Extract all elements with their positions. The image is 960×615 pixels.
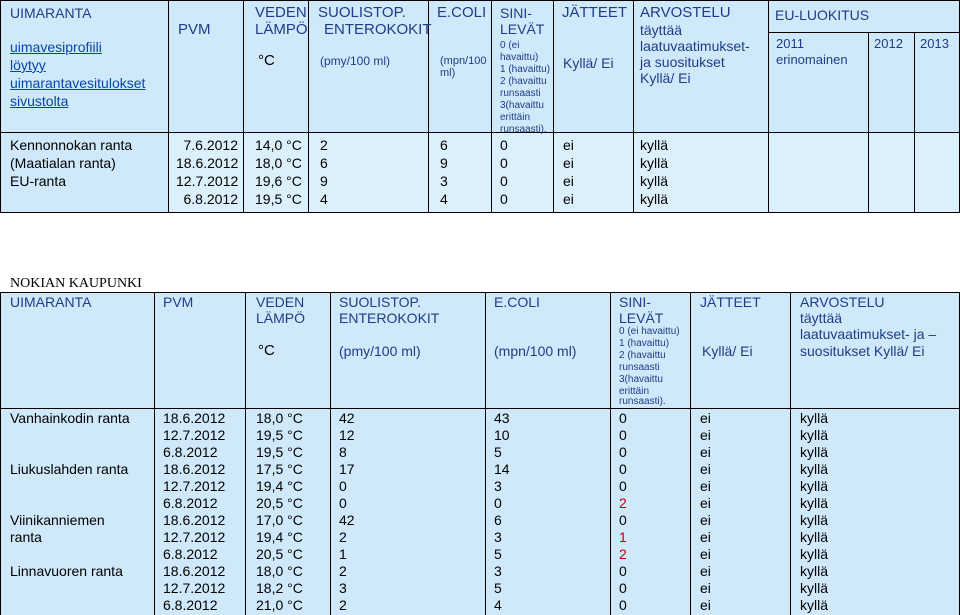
s1-sini-legend-0: 0 (ei bbox=[500, 40, 520, 51]
beach-name: Liukuslahden ranta bbox=[10, 461, 129, 477]
cell-temps: 17,0 °C bbox=[256, 512, 303, 528]
cell-dates: 6.8.2012 bbox=[163, 597, 218, 613]
cell-ecoli: 5 bbox=[494, 444, 502, 460]
cell-jatteet: ei bbox=[700, 563, 711, 579]
s1-ecoli-0: 6 bbox=[440, 137, 448, 153]
s2-sini-legend-2: 2 (havaittu bbox=[619, 350, 666, 361]
cell-ecoli: 4 bbox=[494, 597, 502, 613]
cell-dates: 6.8.2012 bbox=[163, 495, 218, 511]
cell-temps: 20,5 °C bbox=[256, 546, 303, 562]
s1-temp-3: 19,5 °C bbox=[255, 191, 302, 207]
s1-beach-name-1: (Maatialan ranta) bbox=[10, 155, 116, 171]
s1-eu-2013: 2013 bbox=[920, 36, 949, 51]
s2-sini-header: SINI- bbox=[619, 294, 651, 310]
s1-arvostelu-1: kyllä bbox=[640, 155, 669, 171]
cell-temps: 20,5 °C bbox=[256, 495, 303, 511]
beach-name: Vanhainkodin ranta bbox=[10, 410, 130, 426]
s1-jatteet-header: JÄTTEET bbox=[562, 4, 628, 21]
cell-dates: 6.8.2012 bbox=[163, 444, 218, 460]
cell-sini: 0 bbox=[619, 478, 627, 494]
s1-ecoli-unit1: (mpn/100 bbox=[440, 55, 487, 67]
cell-temps: 18,2 °C bbox=[256, 580, 303, 596]
cell-jatteet: ei bbox=[700, 512, 711, 528]
s1-lampo-header: LÄMPÖ bbox=[255, 21, 308, 38]
s1-link-site[interactable]: sivustolta bbox=[10, 93, 69, 109]
s1-arvostelu bbox=[640, 136, 668, 208]
cell-entero: 1 bbox=[339, 546, 347, 562]
s1-ecoli-1: 9 bbox=[440, 155, 448, 171]
s1-eu-2011-value: erinomainen bbox=[776, 52, 848, 67]
cell-entero: 12 bbox=[339, 427, 355, 443]
cell-jatteet: ei bbox=[700, 410, 711, 426]
cell-arvostelu: kyllä bbox=[800, 495, 829, 511]
s2-jatteet-header: JÄTTEET bbox=[700, 294, 761, 310]
beach-name: Linnavuoren ranta bbox=[10, 563, 123, 579]
cell-jatteet: ei bbox=[700, 461, 711, 477]
cell-entero: 2 bbox=[339, 597, 347, 613]
cell-sini: 2 bbox=[619, 495, 627, 511]
cell-jatteet: ei bbox=[700, 427, 711, 443]
cell-arvostelu: kyllä bbox=[800, 444, 829, 460]
cell-ecoli: 6 bbox=[494, 512, 502, 528]
s2-sini-legend-3: runsaasti bbox=[619, 362, 660, 373]
beach-name: ranta bbox=[10, 529, 42, 545]
s1-arvostelu-3: kyllä bbox=[640, 191, 669, 207]
s1-jatteet-1: ei bbox=[563, 155, 574, 171]
s1-levat-header: LEVÄT bbox=[500, 21, 545, 37]
s2-veden-header: VEDEN bbox=[256, 294, 305, 310]
s1-arvostelu-0: kyllä bbox=[640, 137, 669, 153]
cell-entero: 42 bbox=[339, 410, 355, 426]
s1-jatteet bbox=[563, 136, 574, 208]
beach-name: Viinikanniemen bbox=[10, 512, 105, 528]
s2-sini-legend-6: runsaasti). bbox=[619, 396, 666, 407]
s1-veden-header: VEDEN bbox=[255, 4, 307, 21]
s1-temp-2: 19,6 °C bbox=[255, 173, 302, 189]
s1-entero-0: 2 bbox=[320, 137, 328, 153]
s1-entero-2: 9 bbox=[320, 173, 328, 189]
s1-arvostelu-l3: laatuvaatimukset- bbox=[640, 38, 750, 54]
s2-entero-unit: (pmy/100 ml) bbox=[339, 343, 421, 359]
s1-entero-header: ENTEROKOKIT bbox=[324, 21, 432, 38]
s1-date-2: 12.7.2012 bbox=[176, 173, 239, 189]
s1-dates bbox=[176, 136, 238, 208]
s1-entero bbox=[320, 136, 328, 208]
cell-sini: 0 bbox=[619, 512, 627, 528]
cell-jatteet: ei bbox=[700, 580, 711, 596]
cell-jatteet: ei bbox=[700, 546, 711, 562]
cell-entero: 0 bbox=[339, 478, 347, 494]
cell-ecoli: 5 bbox=[494, 546, 502, 562]
s1-ecoli-3: 4 bbox=[440, 191, 448, 207]
cell-dates: 12.7.2012 bbox=[163, 427, 226, 443]
cell-arvostelu: kyllä bbox=[800, 461, 829, 477]
cell-dates: 6.8.2012 bbox=[163, 546, 218, 562]
s1-eu-header: EU-LUOKITUS bbox=[775, 7, 870, 23]
s1-ecoli-unit2: ml) bbox=[440, 67, 456, 79]
s2-arvostelu-l2: täyttää bbox=[800, 310, 843, 326]
cell-dates: 18.6.2012 bbox=[163, 410, 226, 426]
s1-pvm-header: PVM bbox=[178, 21, 211, 38]
cell-temps: 18,0 °C bbox=[256, 563, 303, 579]
s2-entero-header: ENTEROKOKIT bbox=[339, 310, 440, 326]
s1-link-results[interactable]: uimarantavesitulokset bbox=[10, 75, 146, 91]
s1-jatteet-0: ei bbox=[563, 137, 574, 153]
s1-date-0: 7.6.2012 bbox=[183, 137, 238, 153]
s1-sini-2: 0 bbox=[500, 173, 508, 189]
cell-arvostelu: kyllä bbox=[800, 410, 829, 426]
cell-arvostelu: kyllä bbox=[800, 529, 829, 545]
s2-sini-legend-1: 1 (havaittu) bbox=[619, 338, 670, 349]
cell-ecoli: 3 bbox=[494, 563, 502, 579]
s1-jatteet-2: ei bbox=[563, 173, 574, 189]
s1-sini-legend-4: runsaasti bbox=[500, 88, 541, 99]
cell-entero: 42 bbox=[339, 512, 355, 528]
cell-ecoli: 43 bbox=[494, 410, 510, 426]
cell-dates: 12.7.2012 bbox=[163, 529, 226, 545]
s2-arvostelu-l3: laatuvaatimukset- ja – bbox=[800, 326, 937, 342]
cell-sini: 0 bbox=[619, 410, 627, 426]
s1-jatteet-3: ei bbox=[563, 191, 574, 207]
s1-entero-unit: (pmy/100 ml) bbox=[320, 54, 391, 68]
s1-sini bbox=[500, 136, 508, 208]
s1-beach-name bbox=[10, 136, 132, 190]
cell-entero: 2 bbox=[339, 529, 347, 545]
cell-temps: 19,5 °C bbox=[256, 427, 303, 443]
s1-sini-0: 0 bbox=[500, 137, 508, 153]
s1-link-profile[interactable]: uimavesiprofiili bbox=[10, 39, 102, 55]
cell-dates: 12.7.2012 bbox=[163, 478, 226, 494]
s1-ecoli-header: E.COLI bbox=[437, 4, 487, 21]
s1-beach-name-0: Kennonnokan ranta bbox=[10, 137, 133, 153]
s1-sini-legend-5: 3(havaittu bbox=[500, 100, 544, 111]
s2-sini-legend-5: erittäin bbox=[619, 386, 650, 397]
cell-sini: 0 bbox=[619, 563, 627, 579]
s1-eu-2012: 2012 bbox=[874, 36, 903, 51]
s1-temps bbox=[255, 136, 302, 208]
cell-ecoli: 5 bbox=[494, 580, 502, 596]
s1-entero-3: 4 bbox=[320, 191, 328, 207]
cell-sini: 0 bbox=[619, 444, 627, 460]
cell-ecoli: 0 bbox=[494, 495, 502, 511]
s1-date-3: 6.8.2012 bbox=[183, 191, 238, 207]
cell-entero: 2 bbox=[339, 563, 347, 579]
s1-arvostelu-l5: Kyllä/ Ei bbox=[640, 70, 691, 86]
s1-temp-1: 18,0 °C bbox=[255, 155, 302, 171]
s1-sini-legend-7: runsaasti). bbox=[500, 124, 547, 135]
cell-dates: 18.6.2012 bbox=[163, 563, 226, 579]
s1-ecoli bbox=[440, 136, 448, 208]
cell-arvostelu: kyllä bbox=[800, 478, 829, 494]
s2-sini-legend-0: 0 (ei havaittu) bbox=[619, 326, 680, 337]
cell-sini: 2 bbox=[619, 546, 627, 562]
s1-sini-1: 0 bbox=[500, 155, 508, 171]
cell-dates: 12.7.2012 bbox=[163, 580, 226, 596]
s1-link-found[interactable]: löytyy bbox=[10, 57, 46, 73]
s1-suolistop-header: SUOLISTOP. bbox=[318, 4, 406, 21]
s2-ecoli-header: E.COLI bbox=[494, 294, 540, 310]
cell-arvostelu: kyllä bbox=[800, 580, 829, 596]
cell-arvostelu: kyllä bbox=[800, 597, 829, 613]
s1-beach-name-2: EU-ranta bbox=[10, 173, 67, 189]
cell-sini: 0 bbox=[619, 597, 627, 613]
cell-entero: 17 bbox=[339, 461, 355, 477]
cell-temps: 21,0 °C bbox=[256, 597, 303, 613]
s2-pvm-header: PVM bbox=[163, 294, 194, 310]
s1-place-title: UIMARANTA bbox=[10, 5, 92, 21]
cell-sini: 0 bbox=[619, 461, 627, 477]
cell-sini: 1 bbox=[619, 529, 627, 545]
s1-sini-legend-2: 1 (havaittu) bbox=[500, 64, 551, 75]
s2-sini-legend-4: 3(havaittu bbox=[619, 374, 663, 385]
cell-entero: 0 bbox=[339, 495, 347, 511]
s1-jatteet-sub: Kyllä/ Ei bbox=[563, 55, 614, 71]
s2-ecoli-unit: (mpn/100 ml) bbox=[494, 343, 577, 359]
s1-date-1: 18.6.2012 bbox=[176, 155, 239, 171]
cell-entero: 8 bbox=[339, 444, 347, 460]
s1-ecoli-2: 3 bbox=[440, 173, 448, 189]
s2-temp-unit: °C bbox=[258, 342, 275, 359]
cell-sini: 0 bbox=[619, 427, 627, 443]
s1-sini-3: 0 bbox=[500, 191, 508, 207]
cell-jatteet: ei bbox=[700, 478, 711, 494]
s1-arvostelu-l2: täyttää bbox=[640, 22, 683, 38]
cell-arvostelu: kyllä bbox=[800, 427, 829, 443]
s1-sini-legend-3: 2 (havaittu bbox=[500, 76, 547, 87]
s2-place-title: UIMARANTA bbox=[10, 294, 92, 310]
s1-sini-legend-6: erittäin bbox=[500, 112, 531, 123]
cell-dates: 18.6.2012 bbox=[163, 461, 226, 477]
cell-arvostelu: kyllä bbox=[800, 546, 829, 562]
cell-ecoli: 3 bbox=[494, 529, 502, 545]
s1-temp-0: 14,0 °C bbox=[255, 137, 302, 153]
cell-arvostelu: kyllä bbox=[800, 512, 829, 528]
s1-sini-legend-1: havaittu) bbox=[500, 52, 539, 63]
cell-ecoli: 10 bbox=[494, 427, 510, 443]
s2-suolistop-header: SUOLISTOP. bbox=[339, 294, 421, 310]
s1-arvostelu-l4: ja suositukset bbox=[640, 54, 725, 70]
cell-ecoli: 14 bbox=[494, 461, 510, 477]
s1-arvostelu-header: ARVOSTELU bbox=[640, 4, 731, 21]
city-title: NOKIAN KAUPUNKI bbox=[10, 276, 142, 291]
cell-jatteet: ei bbox=[700, 597, 711, 613]
cell-ecoli: 3 bbox=[494, 478, 502, 494]
s2-arvostelu-l4: suositukset Kyllä/ Ei bbox=[800, 343, 925, 359]
cell-sini: 0 bbox=[619, 580, 627, 596]
cell-dates: 18.6.2012 bbox=[163, 512, 226, 528]
s2-arvostelu-header: ARVOSTELU bbox=[800, 294, 885, 310]
s1-temp-unit: °C bbox=[258, 52, 275, 69]
s1-eu-2011: 2011 bbox=[776, 36, 804, 51]
cell-temps: 19,5 °C bbox=[256, 444, 303, 460]
s1-entero-1: 6 bbox=[320, 155, 328, 171]
s1-sini-header: SINI- bbox=[500, 5, 532, 21]
s2-jatteet-sub: Kyllä/ Ei bbox=[702, 343, 753, 359]
cell-jatteet: ei bbox=[700, 495, 711, 511]
cell-jatteet: ei bbox=[700, 529, 711, 545]
cell-temps: 18,0 °C bbox=[256, 410, 303, 426]
cell-arvostelu: kyllä bbox=[800, 563, 829, 579]
cell-entero: 3 bbox=[339, 580, 347, 596]
cell-jatteet: ei bbox=[700, 444, 711, 460]
cell-temps: 19,4 °C bbox=[256, 529, 303, 545]
cell-temps: 19,4 °C bbox=[256, 478, 303, 494]
s1-arvostelu-2: kyllä bbox=[640, 173, 669, 189]
s2-levat-header: LEVÄT bbox=[619, 310, 664, 326]
s2-lampo-header: LÄMPÖ bbox=[256, 310, 306, 326]
cell-temps: 17,5 °C bbox=[256, 461, 303, 477]
